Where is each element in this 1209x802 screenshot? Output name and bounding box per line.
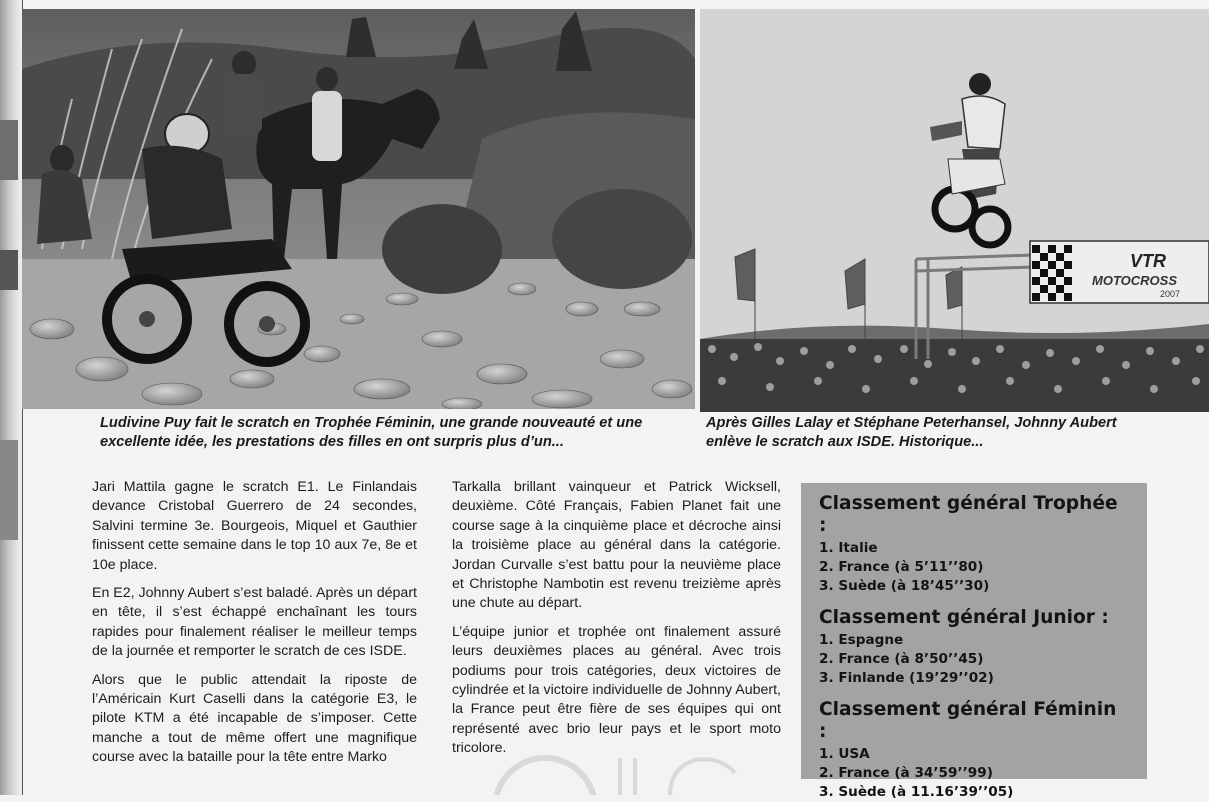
standings-entry: 3. Finlande (19’29’’02) bbox=[819, 670, 994, 686]
article-paragraph: En E2, Johnny Aubert s’est baladé. Après un départ en tête, il s’est échappé enchaînant les tours rapides pour finalement réaliser le meilleur temps de la journée et remporter le scratch de ces ISDE. bbox=[92, 585, 417, 660]
gutter-shadow bbox=[0, 250, 18, 290]
outline-letters-graphic bbox=[470, 748, 770, 795]
standings-entry: 1. USA bbox=[819, 746, 870, 762]
standings-box bbox=[801, 483, 1147, 800]
photo-rider-horse-illustration bbox=[22, 9, 695, 409]
standings-list-trophee bbox=[819, 539, 1129, 596]
photo-rider-horse bbox=[22, 9, 695, 409]
article-paragraph: Tarkalla brillant vainqueur et Patrick Wicksell, deuxième. Côté Français, Fabien Planet fait une course sage à la cinquième place et décroche ainsi la troisième place au général dans la catégorie. Jordan Curvalle s’est battu pour la neuvième place et Christophe Nambotin est revenu treizième après une chute au départ. bbox=[452, 479, 781, 612]
gutter-shadow bbox=[0, 120, 18, 180]
article-paragraph: L’équipe junior et trophée ont finalement assuré leurs deuxièmes places au général. Avec trois podiums pour trois catégories, deux victoires de cylindrée et la victoire individuelle de Johnny Aubert, la France peut être fière de ses équipes qui ont représenté avec brio leur pays et le sport moto tricolore. bbox=[452, 623, 781, 757]
article-column-1 bbox=[92, 478, 417, 777]
photo-jump-illustration bbox=[700, 9, 1209, 412]
standings-entry: 1. Italie bbox=[819, 540, 878, 556]
page-gutter bbox=[0, 0, 23, 795]
article-column-2 bbox=[452, 478, 781, 768]
photo-jump-crowd bbox=[700, 9, 1209, 412]
standings-title-trophee: Classement général Trophée : bbox=[819, 493, 1118, 536]
standings-list-junior bbox=[819, 631, 1129, 688]
standings-title-feminin: Classement général Féminin : bbox=[819, 699, 1117, 742]
caption-left-photo: Ludivine Puy fait le scratch en Trophée Féminin, une grande nouveauté et une excellente idée, les prestations des filles en ont surpris plus d’un... bbox=[100, 415, 643, 450]
standings-entry: 2. France (à 8’50’’45) bbox=[819, 651, 984, 667]
caption-right-photo: Après Gilles Lalay et Stéphane Peterhansel, Johnny Aubert enlève le scratch aux ISDE. Historique... bbox=[706, 415, 1117, 450]
gutter-shadow bbox=[0, 440, 18, 540]
banner-year: 2007 bbox=[1160, 289, 1181, 299]
motocross-banner bbox=[1030, 241, 1209, 303]
banner-brand: VTR bbox=[1130, 251, 1166, 271]
standings-entry: 2. France (à 34’59’’99) bbox=[819, 765, 993, 781]
standings-entry: 1. Espagne bbox=[819, 632, 904, 648]
article-paragraph: Alors que le public attendait la riposte de l’Américain Kurt Caselli dans la catégorie E3, le pilote KTM a été incapable de s’imposer. Cette manche a tout de même offert une magnifique course avec la bataille pour la tête entre Marko bbox=[92, 671, 417, 766]
decorative-outline-letters bbox=[470, 748, 770, 795]
standings-entry: 2. France (à 5’11’’80) bbox=[819, 559, 984, 575]
standings-list-feminin bbox=[819, 745, 1129, 802]
standings-title-junior: Classement général Junior : bbox=[819, 607, 1109, 628]
standings-entry: 3. Suède (à 11.16’39’’05) bbox=[819, 784, 1014, 800]
article-paragraph: Jari Mattila gagne le scratch E1. Le Finlandais devance Cristobal Guerrero de 24 secondes, Salvini termine 3e. Bourgeois, Miquel et Gauthier finissent cette semaine dans le top 10 aux 7e, 8e et 10e place. bbox=[92, 479, 417, 573]
standings-entry: 3. Suède (à 18’45’’30) bbox=[819, 578, 990, 594]
banner-sub: MOTOCROSS bbox=[1092, 273, 1177, 288]
